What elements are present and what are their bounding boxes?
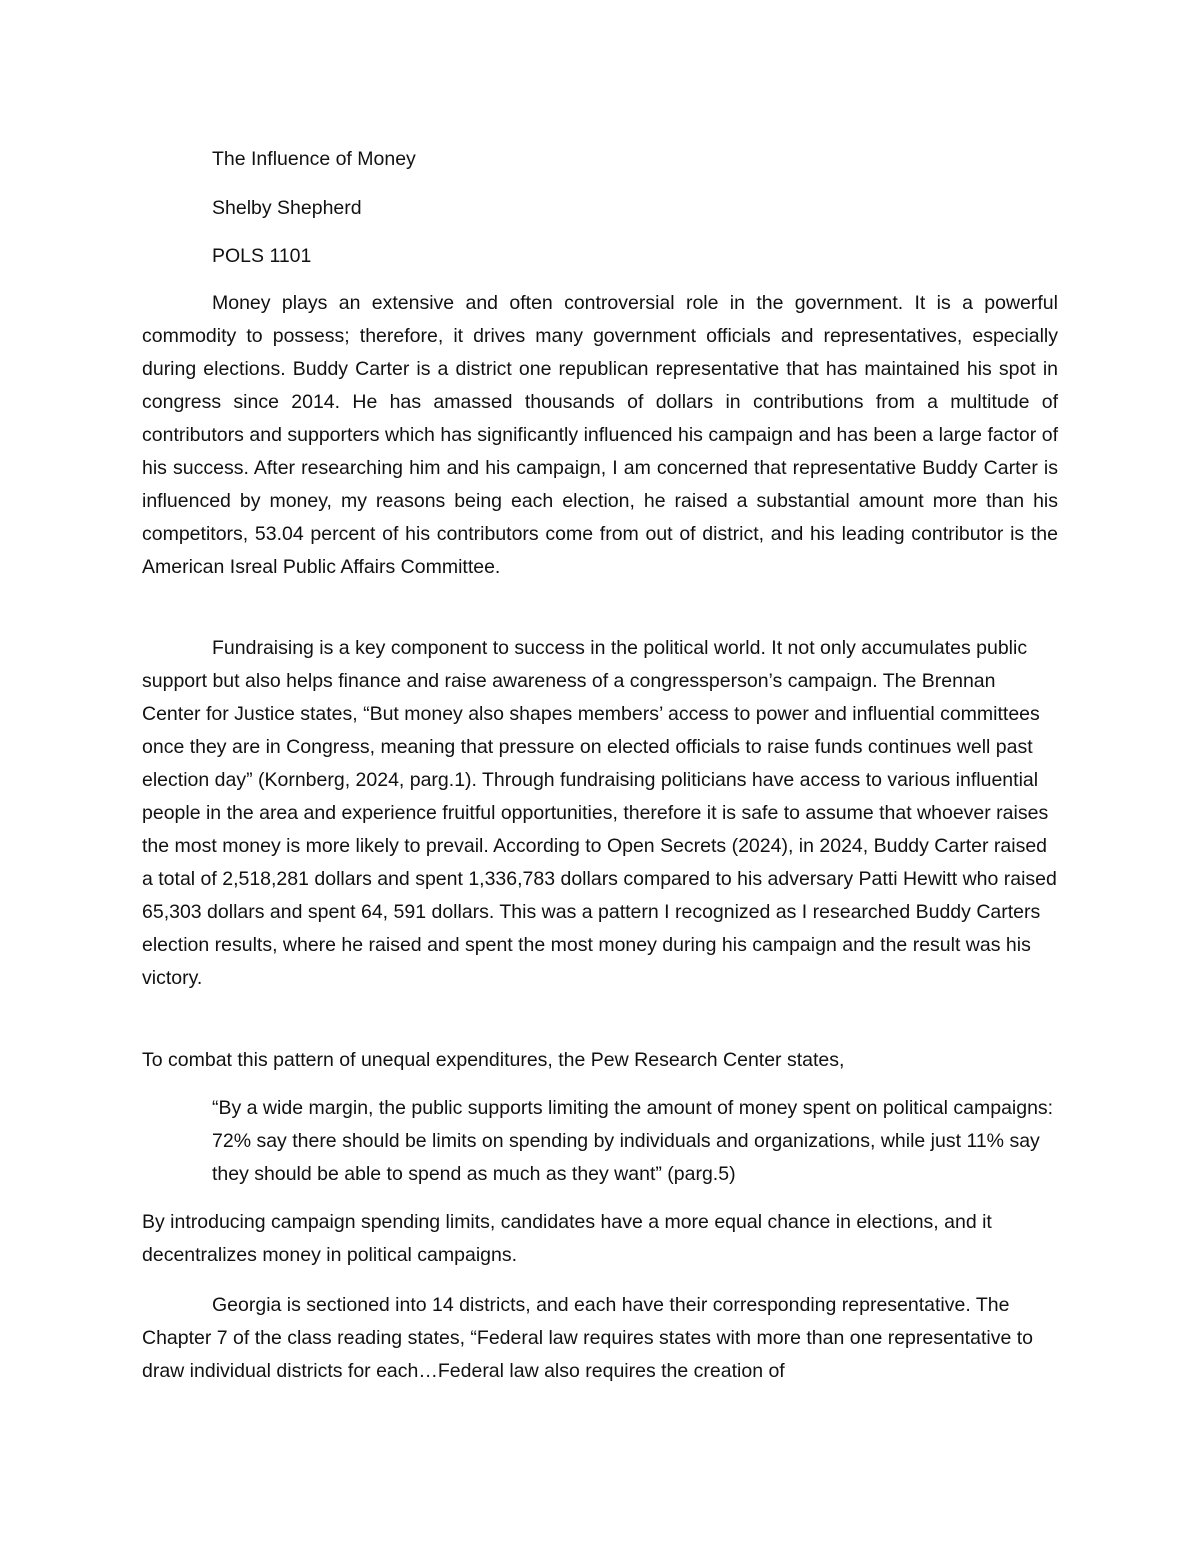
paragraph-georgia-districts: Georgia is sectioned into 14 districts, and each have their corresponding representative. The Chapter 7 of the class reading states, “Federal law requires states with more than one representative to draw individual districts for each…Federal law also requires the creation of bbox=[142, 1294, 1033, 1382]
document-title: The Influence of Money bbox=[212, 148, 416, 170]
course-code: POLS 1101 bbox=[212, 245, 312, 267]
paragraph-combat: To combat this pattern of unequal expenditures, the Pew Research Center states, bbox=[142, 1049, 845, 1071]
paragraph-spending-limits: By introducing campaign spending limits, candidates have a more equal chance in elections, and it decentralizes money in political campaigns. bbox=[142, 1211, 992, 1266]
paragraph-fundraising: Fundraising is a key component to success in the political world. It not only accumulates public support but also helps finance and raise awareness of a congressperson’s campaign. The Brennan Center for Justice states, “But money also shapes members’ access to power and influential committees once they are in Congress, meaning that pressure on elected officials to raise funds continues well past election day” (Kornberg, 2024, parg.1). Through fundraising politicians have access to various influential people in the area and experience fruitful opportunities, therefore it is safe to assume that whoever raises the most money is more likely to prevail. According to Open Secrets (2024), in 2024, Buddy Carter raised a total of 2,518,281 dollars and spent 1,336,783 dollars compared to his adversary Patti Hewitt who raised 65,303 dollars and spent 64, 591 dollars. This was a pattern I recognized as I researched Buddy Carters election results, where he raised and spent the most money during his campaign and the result was his victory. bbox=[142, 637, 1057, 989]
paragraph-intro: Money plays an extensive and often controversial role in the government. It is a powerful commodity to possess; therefore, it drives many government officials and representatives, especially during elections. Buddy Carter is a district one republican representative that has maintained his spot in congress since 2014. He has amassed thousands of dollars in contributions from a multitude of contributors and supporters which has significantly influenced his campaign and has been a large factor of his success. After researching him and his campaign, I am concerned that representative Buddy Carter is influenced by money, my reasons being each election, he raised a substantial amount more than his competitors, 53.04 percent of his contributors come from out of district, and his leading contributor is the American Isreal Public Affairs Committee. bbox=[142, 292, 1058, 578]
author-name: Shelby Shepherd bbox=[212, 197, 362, 219]
block-quote: “By a wide margin, the public supports limiting the amount of money spent on political campaigns: 72% say there should be limits on spending by individuals and organizations, while just 11% say they should be able to spend as much as they want” (parg.5) bbox=[212, 1097, 1054, 1185]
